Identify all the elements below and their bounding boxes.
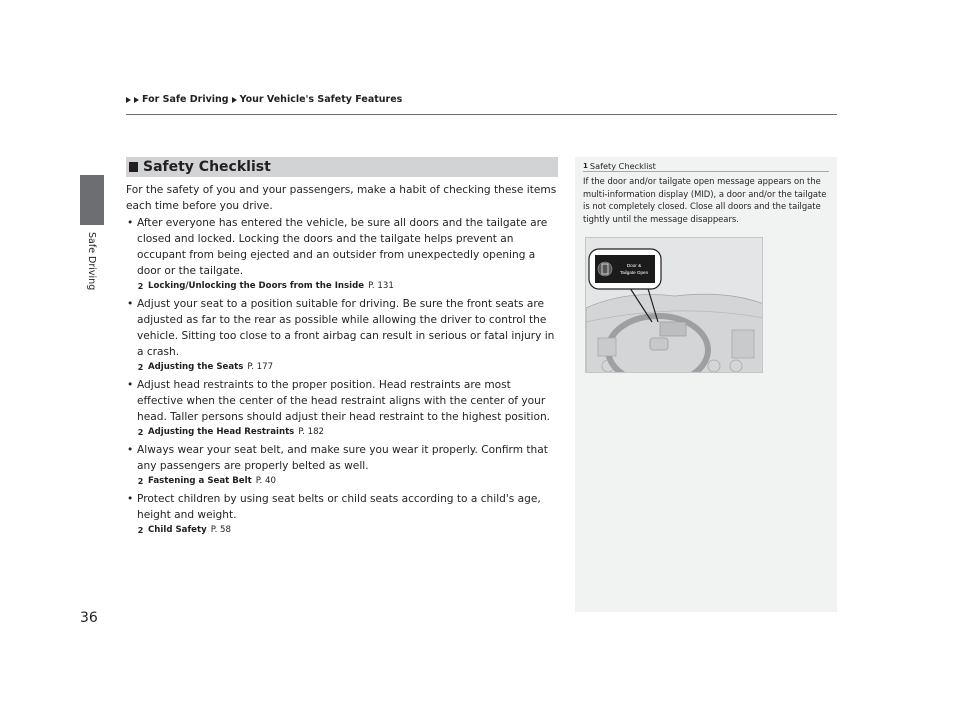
cross-reference-title[interactable]: Child Safety (148, 525, 207, 535)
cross-reference-title[interactable]: Locking/Unlocking the Doors from the Inside (148, 281, 365, 291)
dashboard-illustration (585, 237, 763, 373)
cross-reference-page[interactable]: P. 40 (255, 476, 276, 486)
page-number: 36 (80, 610, 98, 626)
bullet-icon: • (127, 493, 134, 505)
checklist-item (126, 377, 558, 425)
dashboard-drawing (586, 238, 763, 373)
checklist-item-text: Always wear your seat belt, and make sure you wear it properly. Confirm that any passengers are properly belted as well. (137, 444, 548, 472)
header-rule (126, 114, 837, 115)
breadcrumb-arrow-icon (134, 97, 139, 103)
breadcrumb-arrow-icon (232, 97, 237, 103)
sidebar-note-title: Safety Checklist (589, 160, 656, 171)
breadcrumb-item-safe-driving[interactable]: For Safe Driving (142, 94, 229, 105)
cross-reference-link[interactable] (126, 280, 558, 293)
mid-message-line1: Door & (626, 263, 642, 268)
cross-reference-page[interactable]: P. 182 (298, 427, 325, 437)
cross-reference-page[interactable]: P. 131 (368, 281, 394, 291)
section-title: Safety Checklist (143, 159, 271, 175)
cross-reference-link[interactable] (126, 426, 558, 439)
breadcrumb-arrow-icon (126, 97, 131, 103)
section-header (126, 157, 558, 177)
cross-reference-page[interactable]: P. 58 (210, 525, 231, 535)
checklist-item (126, 215, 558, 279)
chapter-tab (80, 175, 104, 225)
checklist-item-text: Adjust your seat to a position suitable for driving. Be sure the front seats are adjusted as far to the rear as possible while allowing the driver to control the vehicle. Sitting too close to a front airbag can result in serious or fatal injury in a crash. (137, 298, 555, 358)
cross-reference-icon: 2 (137, 428, 144, 437)
main-content (126, 182, 558, 540)
cross-reference-icon: 2 (137, 477, 144, 486)
checklist-item (126, 296, 558, 360)
mid-message-line2: Tailgate Open (619, 270, 649, 275)
checklist-item-text: Protect children by using seat belts or child seats according to a child's age, height and weight. (137, 493, 541, 521)
cross-reference-title[interactable]: Adjusting the Head Restraints (148, 427, 295, 437)
cross-reference-icon: 2 (137, 363, 144, 372)
bullet-icon: • (127, 379, 134, 391)
checklist-item-text: Adjust head restraints to the proper position. Head restraints are most effective when the center of the head restraint aligns with the center of your head. Taller persons should adjust their head restraint to the highest position. (137, 379, 551, 423)
bullet-icon: • (127, 298, 134, 310)
sidebar-note-text: If the door and/or tailgate open message appears on the multi-information display (MID), a door and/or the tailgate is not completely closed. Close all doors and the tailgate tightly until the message disappears. (583, 176, 827, 224)
note-number-icon: 1 (583, 161, 588, 170)
cross-reference-title[interactable]: Fastening a Seat Belt (148, 476, 252, 486)
sidebar-note (575, 157, 837, 612)
chapter-label-text: Safe Driving (86, 232, 97, 291)
cross-reference-page[interactable]: P. 177 (247, 362, 274, 372)
cross-reference-link[interactable] (126, 361, 558, 374)
cross-reference-link[interactable] (126, 524, 558, 537)
cross-reference-icon: 2 (137, 282, 144, 291)
checklist-item-text: After everyone has entered the vehicle, be sure all doors and the tailgate are closed and locked. Locking the doors and the tailgate helps prevent an occupant from being ejected and an outsider from unexpectedly opening a door or the tailgate. (137, 217, 548, 277)
chapter-label (87, 232, 99, 352)
checklist-item (126, 442, 558, 474)
breadcrumb (126, 94, 402, 105)
bullet-icon: • (127, 217, 134, 229)
checklist-item (126, 491, 558, 523)
sidebar-note-rule (583, 171, 829, 172)
cross-reference-title[interactable]: Adjusting the Seats (148, 362, 244, 372)
door-open-warning-icon (598, 262, 612, 276)
breadcrumb-item-safety-features[interactable]: Your Vehicle's Safety Features (239, 94, 403, 105)
cross-reference-link[interactable] (126, 475, 558, 488)
intro-paragraph: For the safety of you and your passengers, make a habit of checking these items each time before you drive. (126, 184, 557, 212)
cross-reference-icon: 2 (137, 526, 144, 535)
square-bullet-icon (129, 162, 138, 172)
bullet-icon: • (127, 444, 134, 456)
